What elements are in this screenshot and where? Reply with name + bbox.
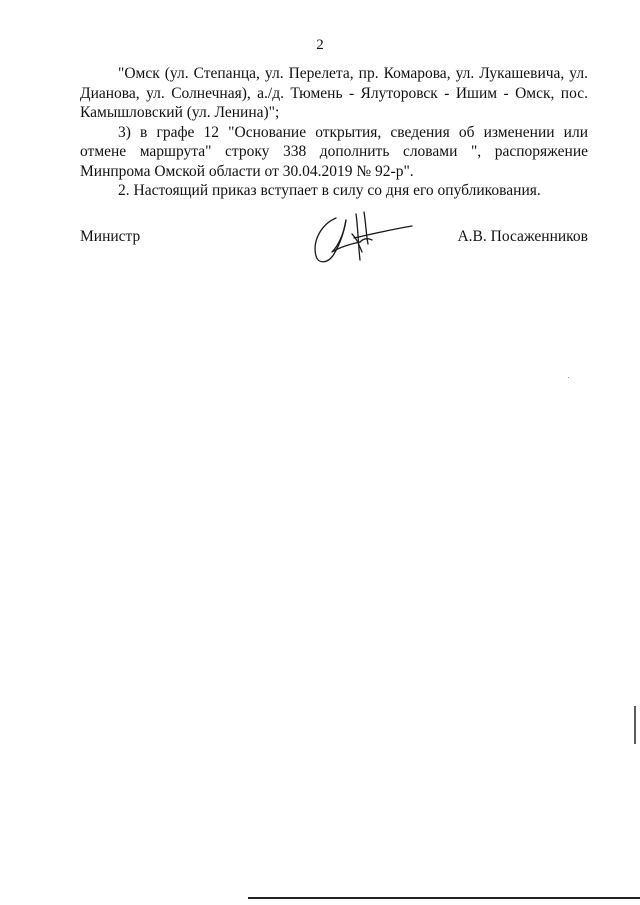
signature-block (80, 208, 588, 272)
scan-artifact-line (248, 897, 640, 899)
amendment-item-3: 3) в графе 12 "Основание открытия, сведения об изменении или отмене маршрута" строку 338 дополнить словами ", распоряжение Минпрома Омской области от 30.04.2019 № 92-р". (80, 123, 588, 180)
signer-title: Министр (80, 228, 141, 245)
signer-name: А.В. Посаженников (457, 228, 588, 245)
scan-artifact-edge (634, 706, 636, 744)
scan-artifact-dot (568, 377, 569, 378)
page-number: 2 (316, 37, 324, 53)
route-description-paragraph: "Омск (ул. Степанца, ул. Перелета, пр. Комарова, ул. Лукашевича, ул. Дианова, ул. Солнечная), а./д. Тюмень - Ялуторовск - Ишим - Омск, пос. Камышловский (ул. Ленина)"; (80, 65, 588, 121)
effective-date-clause: 2. Настоящий приказ вступает в силу со дня его опубликования. (118, 182, 541, 199)
document-body (80, 64, 588, 201)
handwritten-signature (308, 208, 420, 270)
